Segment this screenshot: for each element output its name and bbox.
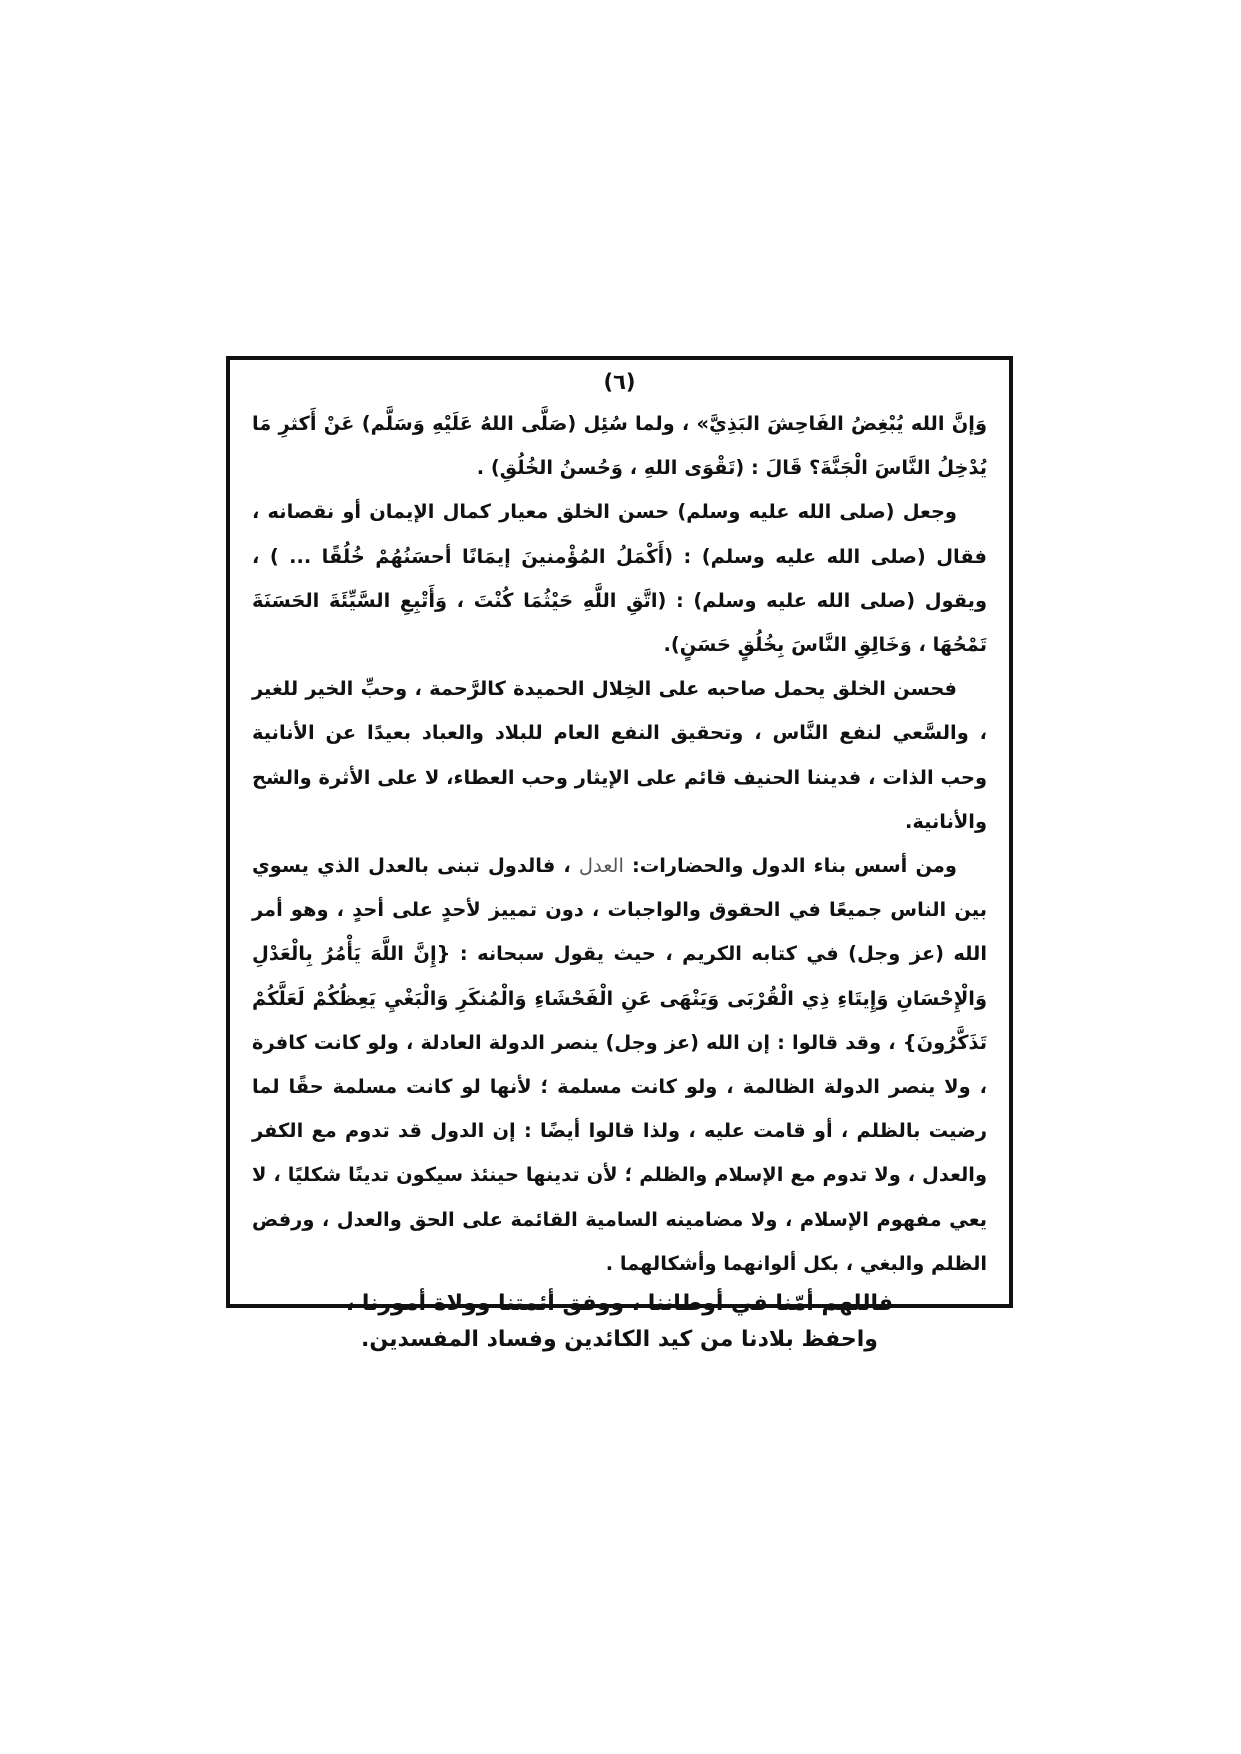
paragraph-virtues: فحسن الخلق يحمل صاحبه على الخِلال الحميدة كالرَّحمة ، وحبِّ الخير للغير ، والسَّعي لنفع النَّاس ، وتحقيق النفع العام للبلاد والعباد بعيدًا عن الأنانية وحب الذات ، فديننا الحنيف قائم على الإيثار وحب العطاء، لا على الأثرة والشح والأنانية. [252,677,987,833]
closing-prayer [252,1286,987,1358]
paragraph-good-character: وجعل (صلى الله عليه وسلم) حسن الخلق معيار كمال الإيمان أو نقصانه ، فقال (صلى الله عليه وسلم) : (أَكْمَلُ المُؤْمنينَ إيمَانًا أحسَنُهُمْ خُلُقًا ... ) ، ويقول (صلى الله عليه وسلم) : (اتَّقِ اللَّهِ حَيْثُمَا كُنْتَ ، وَأَتْبِعِ السَّيِّئَةَ الحَسَنَةَ تَمْحُهَا ، وَخَالِقِ النَّاسَ بِخُلُقٍ حَسَنٍ). [252,500,987,657]
paragraph-hadith-intro: وَإنَّ الله يُبْغِضُ الفَاحِشَ البَذِيَّ» ، ولما سُئِل (صَلَّى اللهُ عَلَيْهِ وَسَلَّم) عَنْ أَكثرِ مَا يُدْخِلُ النَّاسَ الْجَنَّةَ؟ قَالَ : (تَقْوَى اللهِ ، وَحُسنُ الخُلُقِ) . [252,412,987,480]
page-frame [226,356,1013,1353]
justice-intro-text: ومن أسس بناء الدول والحضارات: [631,854,957,878]
justice-body-text: ، فالدول تبنى بالعدل الذي يسوي بين الناس جميعًا في الحقوق والواجبات ، دون تمييز لأحدٍ على أحدٍ ، وهو أمر الله (عز وجل) في كتابه الكريم ، حيث يقول سبحانه : {إِنَّ اللَّهَ يَأْمُرُ بِالْعَدْلِ وَالْإِحْسَانِ وَإِيتَاءِ ذِي الْقُرْبَى وَيَنْهَى عَنِ الْفَحْشَاءِ وَالْمُنكَرِ وَالْبَغْيِ يَعِظُكُمْ لَعَلَّكُمْ تَذَكَّرُونَ} ، وقد قالوا : إن الله (عز وجل) ينصر الدولة العادلة ، ولو كانت كافرة ، ولا ينصر الدولة الظالمة ، ولو كانت مسلمة ؛ لأنها لو كانت مسلمة حقًا لما رضيت بالظلم ، أو قامت عليه ، ولذا قالوا أيضًا : إن الدول قد تدوم مع الكفر والعدل ، ولا تدوم مع الإسلام والظلم ؛ لأن تدينها حينئذ سيكون تدينًا شكليًا ، لا يعي مفهوم الإسلام ، ولا مضامينه السامية القائمة على الحق والعدل ، ورفض الظلم والبغي ، بكل ألوانهما وأشكالهما . [252,854,987,1275]
page-number: (٦) [603,370,636,394]
closing-prayer-line-2: واحفظ بلادنا من كيد الكائدين وفساد المفسدين. [361,1327,878,1353]
paragraph-justice [252,844,987,1286]
page-content [252,402,987,1358]
justice-highlight-word: العدل [578,854,624,878]
closing-prayer-line-1: فاللهم أمّنا في أوطاننا ، ووفق أئمتنا وولاة أمورنا ، [345,1291,894,1317]
